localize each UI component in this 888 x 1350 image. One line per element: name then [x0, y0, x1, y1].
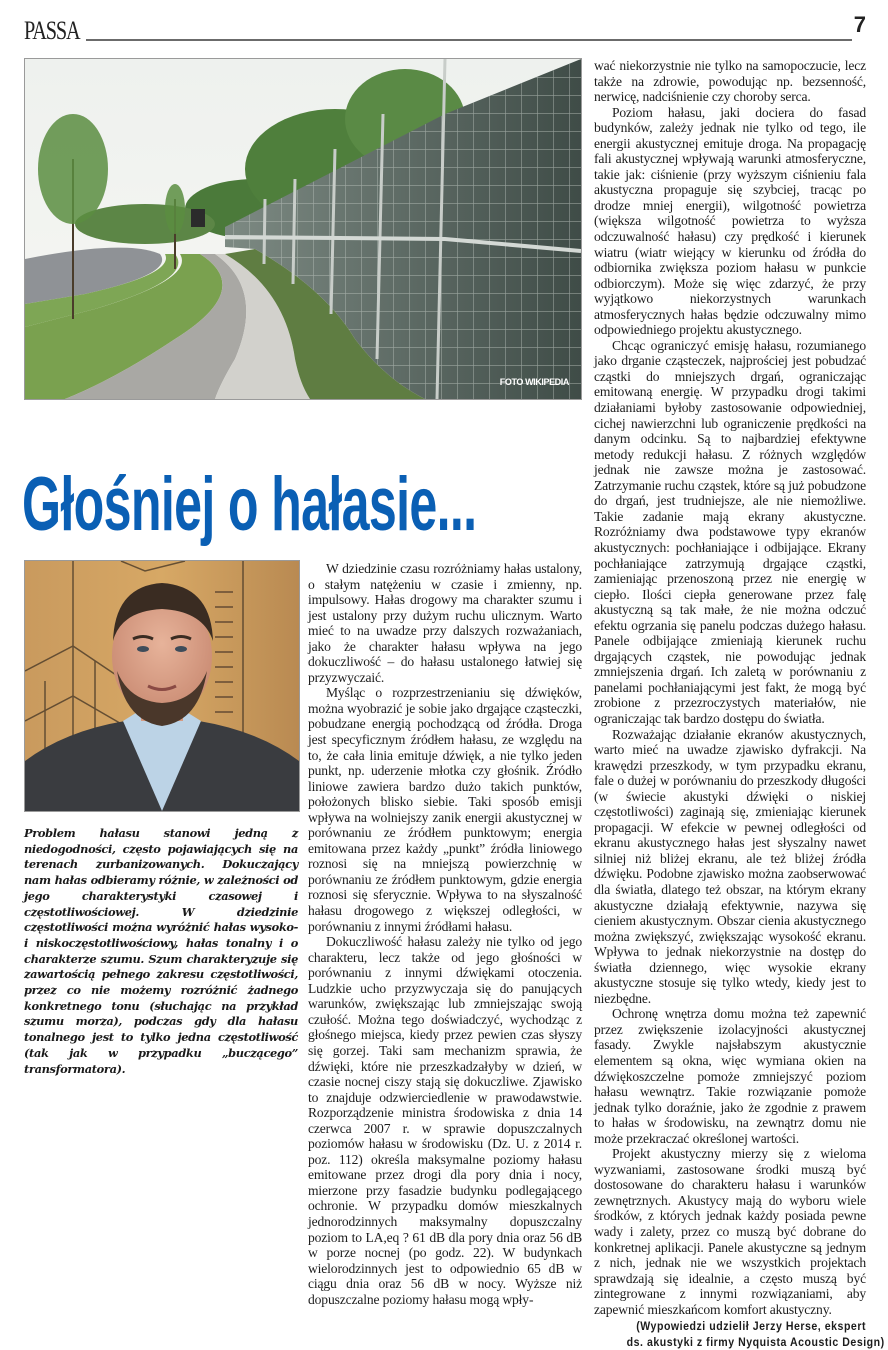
masthead	[24, 12, 866, 44]
page-number: 7	[853, 12, 866, 37]
paragraph-continuation: wać niekorzystnie nie tylko na samopoczucie, lecz także na zdrowie, powodując np. bezsenność, nerwicę, nadciśnienie czy choroby serca.	[594, 58, 866, 105]
article-column-middle	[308, 561, 582, 1307]
publication-name: PASSA	[24, 16, 80, 45]
article-headline: Głośniej o hałasie...	[22, 462, 477, 547]
paragraph: W dziedzinie czasu rozróżniamy hałas ustalony, o stałym natężeniu w czasie i zmienny, np. impulsowy. Hałas drogowy ma charakter szumu i jest ustalony przy dużym ruchu ulicznym. Warto mieć to na uwadze przy dalszych rozważaniach, jako że charakter hałasu wpływa na jego dokuczliwość – do hałasu ustalonego łatwiej się przyzwyczaić.	[308, 561, 582, 685]
paragraph: Projekt akustyczny mierzy się z wieloma wyzwaniami, zastosowane środki muszą być dostosowane do charakteru hałasu i warunków zewnętrznych. Akustycy mają do wyboru wiele środków, z których jednak każdy posiada pewne wady i zalety, przez co muszą być dobrane do konkretnej aplikacji. Panele akustyczne są jednym z nich, jednak nie we wszystkich projektach sprawdzają się idealnie, a często muszą być zintegrowane z innymi rozwiązaniami, aby zapewnić mieszkańcom komfort akustyczny.	[594, 1146, 866, 1317]
paragraph: Ochronę wnętrza domu można też zapewnić przez zwiększenie izolacyjności akustycznej fasady. Zwykle najsłabszym akustycznie elementem są okna, więc wymiana okien na dźwiękoszczelne pomoże zmniejszyć poziom hałasu wewnątrz. Takie rozwiązanie pomoże jednak tylko doraźnie, jako że zgodnie z prawem to hałas w środowisku, na zewnątrz domu nie może przekraczać określonej wartości.	[594, 1006, 866, 1146]
noise-barrier-illustration	[25, 59, 581, 399]
masthead-rule	[86, 39, 852, 41]
photo-credit: FOTO WIKIPEDIA	[499, 377, 569, 387]
article-column-right	[594, 58, 885, 1350]
noise-barrier-photo	[24, 58, 582, 400]
attribution-line: ds. akustyki z firmy Nyquista Acoustic Design)	[626, 1334, 885, 1349]
expert-portrait	[24, 560, 300, 812]
paragraph: Poziom hałasu, jaki dociera do fasad budynków, zależy jednak nie tylko od tego, ile energii akustycznej emituje droga. Na propagację fali akustycznej wpływają warunki atmosferyczne, takie jak: ciśnienie (przy wyższym ciśnieniu fala akustyczna propaguje się szybciej, tracąc po drodze mniej energii), wilgotność powietrza (większa wilgotność powietrza to wyższa odczuwalność hałasu) czy prędkość i kierunek wiatru (wiatr wiejący w kierunku od źródła do odbiornika zwiększa poziom hałasu w punkcie odbiorczym). Może się więc zdarzyć, że przy wyjątkowo niekorzystnych warunkach atmosferycznych hałas będzie odczuwalny mimo odpowiedniego projektu akustycznego.	[594, 104, 866, 338]
paragraph: Myśląc o rozprzestrzenianiu się dźwięków, można wyobrazić je sobie jako drgające cząsteczki, pobudzane energią pochodzącą od źródła. Droga jest specyficznym źródłem hałasu, ze względu na to, że cała linia emituje dźwięk, a nie tylko jeden punkt, np. uderzenie młotka czy głośnik. Źródło liniowe zawiera bardzo dużo takich punktów, położonych blisko siebie. Taki sposób emisji wpływa na wolniejszy zanik energii akustycznej w porównaniu ze źródłem punktowym; energia emitowana przez każdy „punkt” źródła liniowego roznosi się na mniejszą powierzchnię w porównaniu ze źródłem punktowym, gdzie energia roznosi się sferycznie. Wpływa to na słyszalność hałasu drogowego z większej odległości, w porównaniu z innymi źródłami hałasu.	[308, 685, 582, 934]
paragraph: Dokuczliwość hałasu zależy nie tylko od jego charakteru, lecz także od jego głośności w porównaniu z innymi dźwiękami otoczenia. Ludzkie ucho przyzwyczaja się do panujących warunków, zwiększając lub zmniejszając swoją czułość. Można tego doświadczyć, wychodząc z głośnego miejsca, kiedy przez pewien czas słyszy się gorzej. Taki sam mechanizm sprawia, że dźwięki, które nie przeszkadzałyby w dzień, w czasie nocnej ciszy stają się dokuczliwe. Zjawisko to znajduje odzwierciedlenie w prawodawstwie. Rozporządzenie ministra środowiska z dnia 14 czerwca 2007 r. w sprawie dopuszczalnych poziomów hałasu w środowisku (Dz. U. z 2014 r. poz. 112) określa maksymalne poziomy hałasu emitowane przez drogi dla pory dnia i nocy, mierzone przy fasadzie budynku podlegającego ochronie. W przypadku domów mieszkalnych jednorodzinnych maksymalny dopuszczalny poziom to LA,eq ? 61 dB dla pory dnia oraz 56 dB w porze nocnej (po godz. 22). W budynkach wielorodzinnych jest to odpowiednio 65 dB w ciągu dnia oraz 56 dB w nocy. Wyższe niż dopuszczalne poziomy hałasu mogą wpły-	[308, 934, 582, 1307]
attribution-line: (Wypowiedzi udzielił Jerzy Herse, ekspert	[636, 1319, 866, 1334]
paragraph: Chcąc ograniczyć emisję hałasu, rozumianego jako drganie cząsteczek, najprościej jest pobudzać cząstki do mniejszych drgań, ograniczając emitowaną energię. W przypadku drogi takimi działaniami byłoby zastosowanie odpowiedniej, cichej nawierzchni lub ograniczenie prędkości na danym odcinku. Są to najbardziej efektywne metody redukcji hałasu. Z różnych względów jednak nie zawsze można je zastosować. Zatrzymanie ruchu cząstek, które są już pobudzone do drgań, jest trudniejsze, ale nie niemożliwe. Takie zadanie mają ekrany akustyczne. Rozróżniamy dwa podstawowe typy ekranów akustycznych: pochłaniające i odbijające. Ekrany pochłaniające zatrzymują drgające cząstki, zamieniając przenoszoną przez nie energię w ciepło. Ilości ciepła generowane przez falę akustyczną są tak małe, że nie można odczuć efektu ogrzania się panelu podczas dużego hałasu. Panele odbijające zmieniają kierunek ruchu drgających cząstek, nie powodując jednak zmniejszenia drgań. Ich zaletą w porównaniu z panelami pochłaniającymi jest fakt, że mogą być zrobione z przezroczystych materiałów, nie ograniczając tak bardzo dostępu do światła.	[594, 337, 866, 726]
author-attribution	[626, 1319, 885, 1350]
paragraph: Rozważając działanie ekranów akustycznych, warto mieć na uwadze zjawisko dyfrakcji. Na krawędzi przeszkody, w tym przypadku ekranu, fale o dużej w porównaniu do przeszkody długości (w świecie akustyki dźwięki o niskiej częstotliwości) zaginają się, zmieniając kierunek propagacji. W efekcie w pewnej odległości od ekranu akustycznego hałas jest słyszalny nawet silniej niż bliżej ekranu, ale też bliżej źródła dźwięku. Podobne zjawisko można zaobserwować dla światła, dlatego też obszar, na którym ekrany akustyczne działają efektywnie, nazywa się cieniem akustycznym. Obszar cienia akustycznego można zwiększyć, zwiększając wysokość ekranu. Wpływa to jednak niekorzystnie na dostęp do światła dziennego, więc wysokie ekrany akustyczne stosuje się tylko wtedy, kiedy jest to niezbędne.	[594, 726, 866, 1006]
article-lede: Problem hałasu stanowi jedną z niedogodności, często pojawiających się na terenach zurbanizowanych. Dokuczający nam hałas odbieramy różnie, w zależności od jego charakterystyki czasowej i częstotliwościowej. W dziedzinie częstotliwości można wyróżnić hałas wysoko- i niskoczęstotliwościowy, hałas tonalny i o charakterze szumu. Szum charakteryzuje się zawartością pełnego zakresu częstotliwości, przez co nie możemy rozróżnić żadnego konkretnego tonu (słuchając na przykład szumu morza), podczas gdy dla hałasu tonalnego jest to tylko jedna częstotliwość (tak jak w przypadku „buczącego” transformatora).	[24, 826, 298, 1076]
portrait-illustration	[25, 561, 299, 811]
